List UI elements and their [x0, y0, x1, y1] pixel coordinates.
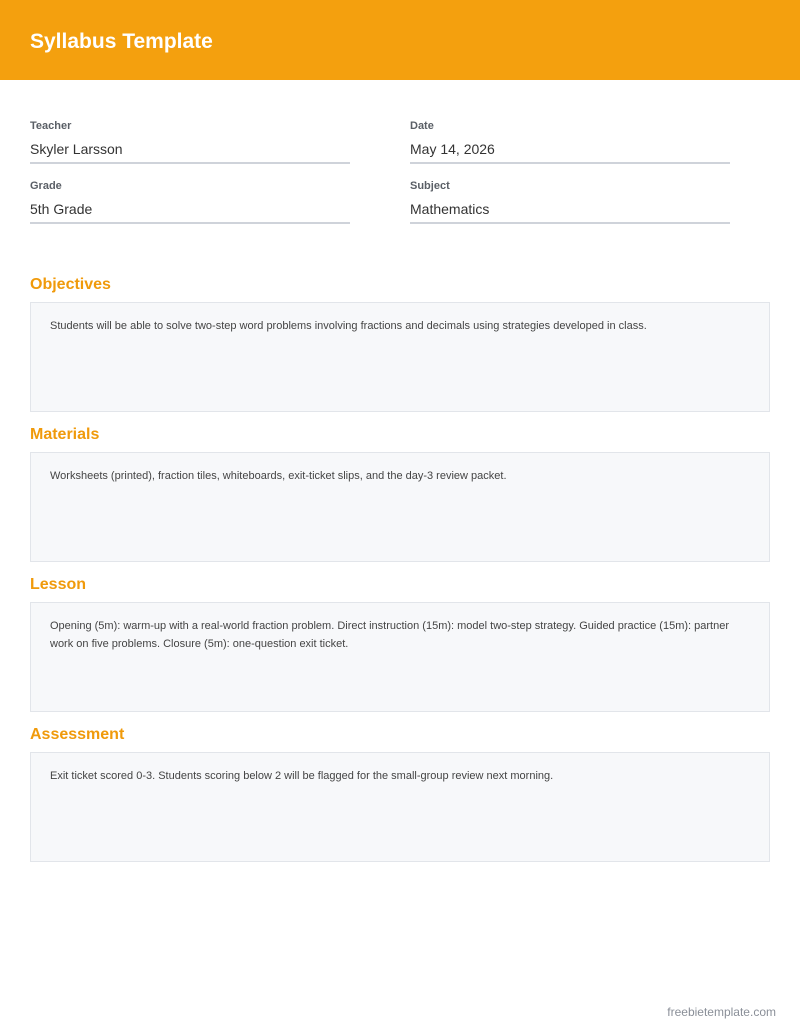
page-title: Syllabus Template — [30, 30, 213, 53]
subject-field — [410, 180, 730, 224]
assessment-textarea[interactable]: Exit ticket scored 0-3. Students scoring below 2 will be flagged for the small-group review next morning. — [30, 752, 770, 862]
footer-credit: freebietemplate.com — [667, 1005, 776, 1019]
grade-field — [30, 180, 350, 224]
teacher-field — [30, 120, 350, 164]
teacher-label: Teacher — [30, 120, 72, 132]
grade-input[interactable]: 5th Grade — [30, 200, 350, 224]
lesson-heading: Lesson — [30, 576, 87, 593]
materials-textarea[interactable]: Worksheets (printed), fraction tiles, whiteboards, exit-ticket slips, and the day-3 review packet. — [30, 452, 770, 562]
date-field — [410, 120, 730, 164]
date-input[interactable]: May 14, 2026 — [410, 140, 730, 164]
subject-label: Subject — [410, 180, 450, 192]
grade-label: Grade — [30, 180, 62, 192]
lesson-textarea[interactable]: Opening (5m): warm-up with a real-world fraction problem. Direct instruction (15m): model two-step strategy. Guided practice (15m): partner work on five problems. Closure (5m): one-question exit ticket. — [30, 602, 770, 712]
date-label: Date — [410, 120, 434, 132]
objectives-textarea[interactable]: Students will be able to solve two-step word problems involving fractions and decimals using strategies developed in class. — [30, 302, 770, 412]
objectives-heading: Objectives — [30, 276, 111, 293]
header-bar — [0, 0, 800, 80]
assessment-heading: Assessment — [30, 726, 125, 743]
teacher-input[interactable]: Skyler Larsson — [30, 140, 350, 164]
materials-heading: Materials — [30, 426, 100, 443]
subject-input[interactable]: Mathematics — [410, 200, 730, 224]
